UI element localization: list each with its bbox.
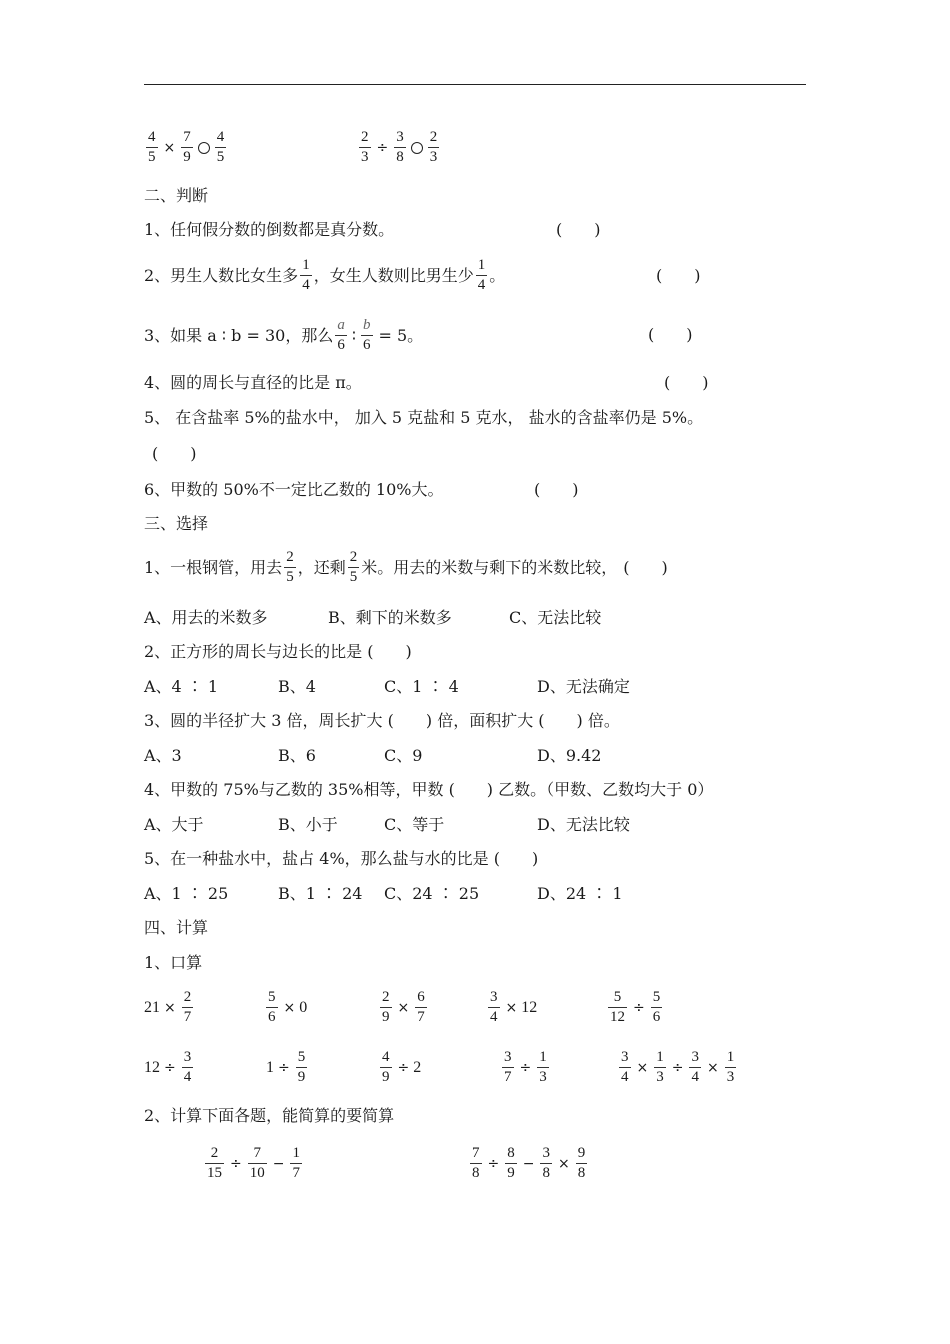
fraction: 1 4	[302, 257, 310, 293]
option[interactable]: A、1 ∶ 25	[144, 884, 229, 903]
fraction: 2 3	[429, 129, 438, 165]
choice-q2: 2、正方形的周长与边长的比是 ( )	[144, 642, 412, 661]
fraction: $\frac{6}{7}$	[417, 989, 425, 1025]
compare-a: $\frac{4}{5}$ × $\frac{7}{9}$ 4 5	[148, 129, 225, 165]
fraction: $\frac{2}{9}$	[382, 989, 390, 1025]
option[interactable]: A、3	[144, 746, 182, 765]
subsection-title: 2、计算下面各题，能简算的要简算	[144, 1106, 395, 1125]
option[interactable]: B、小于	[278, 815, 338, 834]
fraction: 4 5	[216, 129, 225, 165]
choice-q1: 1、一根钢管，用去 2 5 ，还剩 2 5 米。用去的米数与剩下的米数比较， ( )	[144, 549, 668, 585]
judge-q2: 2、男生人数比女生多 1 4 ，女生人数则比男生少 1 4 。	[144, 257, 506, 293]
oral-expr: $\frac{5}{6}$ × 0	[268, 989, 308, 1025]
choice-q5: 5、在一种盐水中，盐占 4%，那么盐与水的比是 ( )	[144, 849, 539, 868]
fraction: $\frac{3}{4}$	[183, 1049, 192, 1085]
answer-paren[interactable]: ( )	[664, 373, 709, 392]
fraction: $\frac{4}{5}$	[148, 129, 156, 165]
judge-q6: 6、甲数的 50%不一定比乙数的 10%大。	[144, 480, 444, 499]
choice-q3: 3、圆的半径扩大 3 倍，周长扩大 ( ) 倍，面积扩大 ( ) 倍。	[144, 711, 620, 730]
compare-circle-blank[interactable]	[198, 142, 210, 154]
fraction: $\frac{1}{3}$	[539, 1049, 547, 1085]
answer-paren[interactable]: ( )	[656, 266, 701, 285]
fraction: $\frac{8}{9}$	[507, 1145, 515, 1181]
fraction: a 6	[337, 317, 345, 353]
option[interactable]: C、9	[384, 746, 423, 765]
fraction: 2 5	[349, 549, 358, 585]
fraction: $\frac{5}{6}$	[652, 989, 661, 1025]
fraction: $\frac{3}{7}$	[504, 1049, 512, 1085]
oral-expr: $\frac{4}{9}$ ÷ 2	[382, 1049, 422, 1085]
fraction: $\frac{4}{9}$	[382, 1049, 390, 1085]
oral-expr: $\frac{5}{12}$ ÷ $\frac{5}{6}$	[610, 989, 661, 1025]
answer-paren[interactable]: ( )	[152, 444, 197, 463]
option[interactable]: A、用去的米数多	[144, 608, 268, 627]
oral-expr: 1 ÷ $\frac{5}{9}$	[266, 1049, 306, 1085]
fraction: $\frac{1}{3}$	[726, 1049, 735, 1085]
option[interactable]: C、无法比较	[509, 608, 602, 627]
oral-expr: $\frac{2}{9}$ × $\frac{6}{7}$	[382, 989, 425, 1025]
option[interactable]: C、等于	[384, 815, 445, 834]
fraction: $\frac{1}{3}$	[656, 1049, 664, 1085]
fraction: $\frac{2}{7}$	[183, 989, 192, 1025]
fraction: $\frac{7}{8}$	[472, 1145, 480, 1181]
answer-paren[interactable]: ( )	[648, 325, 693, 344]
oral-expr: 21 × $\frac{2}{7}$	[144, 989, 192, 1025]
fraction: $\frac{5}{6}$	[268, 989, 276, 1025]
oral-expr: $\frac{3}{7}$ ÷ $\frac{1}{3}$	[504, 1049, 547, 1085]
calc-expr: $\frac{7}{8}$ ÷ $\frac{8}{9}$ − $\frac{3}{8}$ × $\frac{9}{8}$	[472, 1145, 586, 1181]
fraction: $\frac{b}{6}$	[363, 317, 371, 353]
fraction: $\frac{2}{3}$	[361, 129, 369, 165]
fraction: $\frac{3}{8}$	[396, 129, 404, 165]
judge-q5: 5、 在含盐率 5%的盐水中， 加入 5 克盐和 5 克水， 盐水的含盐率仍是 5%。	[144, 408, 704, 427]
fraction: $\frac{2}{15}$	[207, 1145, 222, 1181]
section-title: 四、计算	[144, 918, 209, 937]
option[interactable]: C、1 ∶ 4	[384, 677, 459, 696]
choice-q4: 4、甲数的 75%与乙数的 35%相等，甲数 ( ) 乙数。（甲数、乙数均大于 0）	[144, 780, 714, 799]
calc-expr: $\frac{2}{15}$ ÷ $\frac{7}{10}$ − $\frac{1}{7}$	[207, 1145, 300, 1181]
fraction: 2 5	[286, 549, 294, 585]
option[interactable]: D、9.42	[537, 746, 602, 765]
judge-q3: 3、如果 a ∶ b = 30，那么 a 6 ∶ $\frac{b}{6}$ = 5。	[144, 317, 424, 353]
option[interactable]: A、大于	[144, 815, 204, 834]
option[interactable]: D、24 ∶ 1	[537, 884, 623, 903]
answer-paren[interactable]: ( )	[623, 557, 668, 577]
fraction: $\frac{3}{4}$	[691, 1049, 699, 1085]
oral-expr: $\frac{3}{4}$ × $\frac{1}{3}$ ÷ $\frac{3}{4}$ × $\frac{1}{3}$	[621, 1049, 735, 1085]
fraction: $\frac{1}{7}$	[292, 1145, 300, 1181]
option[interactable]: A、4 ∶ 1	[144, 677, 219, 696]
fraction: $\frac{7}{10}$	[249, 1145, 265, 1181]
section-title: 三、选择	[144, 514, 209, 533]
fraction: $\frac{9}{8}$	[577, 1145, 586, 1181]
fraction: $\frac{3}{4}$	[490, 989, 498, 1025]
option[interactable]: C、24 ∶ 25	[384, 884, 480, 903]
section-title: 二、判断	[144, 186, 209, 205]
answer-paren[interactable]: ( )	[556, 220, 601, 239]
fraction: $\frac{3}{4}$	[621, 1049, 629, 1085]
oral-expr: 12 ÷ $\frac{3}{4}$	[144, 1049, 192, 1085]
header-rule	[144, 84, 806, 85]
oral-expr: $\frac{3}{4}$ × 12	[490, 989, 538, 1025]
judge-q1: 1、任何假分数的倒数都是真分数。	[144, 220, 395, 239]
fraction: $\frac{5}{12}$	[610, 989, 625, 1025]
fraction: $\frac{3}{8}$	[542, 1145, 550, 1181]
option[interactable]: B、1 ∶ 24	[278, 884, 363, 903]
option[interactable]: B、6	[278, 746, 316, 765]
compare-circle-blank[interactable]	[411, 142, 423, 154]
option[interactable]: B、剩下的米数多	[328, 608, 452, 627]
answer-paren[interactable]: ( )	[534, 480, 579, 499]
compare-b: $\frac{2}{3}$ ÷ $\frac{3}{8}$ 2 3	[361, 129, 438, 165]
fraction: $\frac{5}{9}$	[297, 1049, 306, 1085]
judge-q4: 4、圆的周长与直径的比是 π。	[144, 373, 362, 392]
option[interactable]: B、4	[278, 677, 316, 696]
subsection-title: 1、口算	[144, 953, 203, 972]
fraction: 1 4	[477, 257, 486, 293]
fraction: $\frac{7}{9}$	[183, 129, 191, 165]
option[interactable]: D、无法确定	[537, 677, 630, 696]
option[interactable]: D、无法比较	[537, 815, 630, 834]
